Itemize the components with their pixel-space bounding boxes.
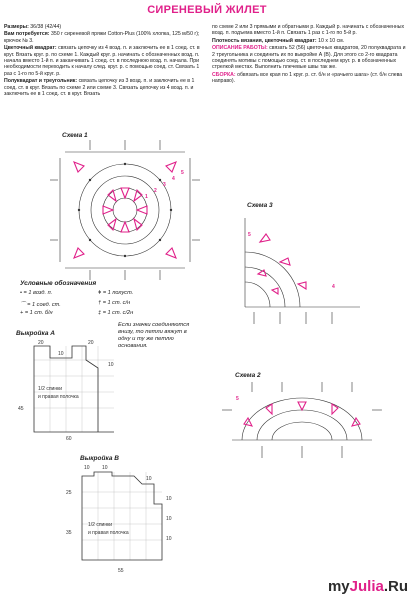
pattern-a-num-3: 20 (88, 340, 94, 346)
scheme3-label: Схема 3 (247, 202, 273, 209)
half-double-icon: ǂ (98, 290, 102, 296)
legend-item-chain (20, 290, 100, 296)
flower-square-label: Цветочный квадрат: (4, 45, 57, 52)
materials-value: 350 г сиреневой пряжи Cotton-Plus (100% хлопка, 125 м/50 г); крючок № 3. (4, 31, 200, 44)
treble-crochet-icon: ‡ (98, 310, 102, 316)
legend-item-dc (98, 300, 188, 306)
legend-text-sc: = 1 ст. б/н (24, 310, 53, 316)
left-text-column (4, 24, 202, 98)
legend-text-chain: = 1 возд. п. (23, 290, 53, 296)
materials-label: Вам потребуется: (4, 31, 50, 38)
legend-item-sc (20, 310, 100, 316)
scheme1-row-2: 2 (154, 188, 157, 194)
flower-square-value: связать цепочку из 4 возд. п. и заключить ее в 1 соед. ст. в круг. Вязать круг. р. по схеме 1. Каждый круг. р. начинать с обозначенных возд. п. начала вместо 1-й п. и заканчивать 1 соед. ст. в последнюю возд. п. начала. При необходимости переходить к началу след. круг. р. с помощью соед. ст. Связать 1 раз с 1-го по 5-й круг. р. (4, 45, 200, 77)
slip-stitch-icon: ⌒ (20, 302, 26, 308)
pattern-a-num-6: 60 (66, 436, 72, 442)
assembly-value: обвязать все края по 1 круг. р. ст. б/н и «рачьего шага» (ст. б/н слева направо). (212, 71, 403, 85)
watermark-brand: Julia (349, 578, 384, 595)
pattern-a-text-2: и правая полочка (38, 394, 79, 400)
scheme2-label: Схема 2 (235, 372, 261, 379)
scheme3-diagram (240, 212, 370, 327)
scheme1-label: Схема 1 (62, 132, 88, 139)
scheme1-row-5: 5 (181, 170, 184, 176)
scheme1-diagram (50, 140, 200, 280)
pattern-b-num-4: 25 (66, 490, 72, 496)
legend-title: Условные обозначения (20, 280, 97, 287)
assembly-label: СБОРКА: (212, 71, 236, 78)
pattern-a-diagram (14, 338, 124, 442)
pattern-b-num-6: 10 (166, 516, 172, 522)
double-crochet-icon: † (98, 300, 102, 306)
scheme1-row-4: 4 (172, 176, 175, 182)
sizes-value: 36/38 (42/44) (30, 24, 62, 30)
legend-text-dc: = 1 ст. с/н (102, 300, 131, 306)
pattern-b-num-9: 55 (118, 568, 124, 574)
work-description-label: ОПИСАНИЕ РАБОТЫ: (212, 45, 268, 52)
legend-text-tr: = 1 ст. с/2н (102, 310, 134, 316)
half-square-value: связать цепочку из 3 возд. п. и заключить ее в 1 соед. ст. в круг. Вязать по схеме 2 или схеме 3. Связать цепочку из 4 возд. п. и заключить ее в 1 соед. ст. в круг. Вязать (4, 78, 195, 98)
pattern-b-text-2: и правая полочка (88, 530, 129, 536)
pattern-b-num-7: 35 (66, 530, 72, 536)
continued-text: по схеме 2 или 3 прямыми и обратными р. Каждый р. начинать с обозначенных возд. п. подъема вместо 1-й п. Связать 1 раз с 1-го по 5-й р. (212, 24, 405, 37)
pattern-b-num-1: 10 (84, 465, 90, 471)
right-text-column (212, 24, 408, 86)
pattern-b-num-2: 10 (102, 465, 108, 471)
pattern-a-num-5: 10 (108, 362, 114, 368)
legend-note: Если значки соединяются внизу, то петли вяжут в одну и ту же петлю основания. (118, 322, 190, 349)
pattern-b-diagram (62, 464, 182, 579)
pattern-a-num-2: 10 (58, 351, 64, 357)
work-description-value: связать 52 (56) цветочных квадратов, 20 полуквадрата и 2 треугольника и соединить их по выкройке А (В). Для этого со 2-го квадрата соединять мотивы с помощью соед. ст. в последнем круг. р. в обозначенных стрелкой местах. Выполнить плечевые швы так же. (212, 45, 406, 71)
pattern-a-text-1: 1/2 спинки (38, 386, 63, 392)
pattern-b-text-1: 1/2 спинки (88, 522, 113, 528)
scheme2-row-5: 5 (236, 396, 239, 402)
pattern-b-num-5: 10 (166, 496, 172, 502)
site-watermark (328, 578, 408, 595)
watermark-ru: .Ru (383, 578, 408, 595)
single-crochet-icon: + (20, 310, 24, 316)
watermark-my: my (327, 578, 350, 595)
legend-text-hdc: = 1 полуст. (102, 290, 134, 296)
scheme3-row-4: 4 (332, 284, 335, 290)
pattern-b-label: Выкройка В (80, 455, 119, 462)
scheme1-row-1: 1 (145, 194, 148, 200)
legend-item-tr (98, 310, 188, 316)
scheme2-diagram (222, 380, 382, 460)
legend-text-slip: = 1 соед. ст. (27, 302, 61, 308)
pattern-a-num-4: 45 (18, 406, 24, 412)
pattern-b-num-8: 10 (166, 536, 172, 542)
pattern-b-num-3: 10 (146, 476, 152, 482)
sizes-label: Размеры: (4, 24, 29, 30)
scheme1-row-3: 3 (163, 182, 166, 188)
legend-item-hdc (98, 290, 188, 296)
half-square-label: Полуквадрат и треугольник: (4, 78, 78, 85)
density-value: 10 х 10 см. (318, 37, 345, 44)
legend-item-slip (20, 300, 100, 308)
density-label: Плотность вязания, цветочный квадрат: (212, 37, 317, 44)
pattern-a-num-1: 20 (38, 340, 44, 346)
legend-list (20, 290, 190, 324)
scheme3-row-5: 5 (248, 232, 251, 238)
chain-icon: • (20, 290, 22, 296)
page-title: СИРЕНЕВЫЙ ЖИЛЕТ (147, 4, 267, 16)
pattern-a-label: Выкройка А (16, 330, 55, 337)
